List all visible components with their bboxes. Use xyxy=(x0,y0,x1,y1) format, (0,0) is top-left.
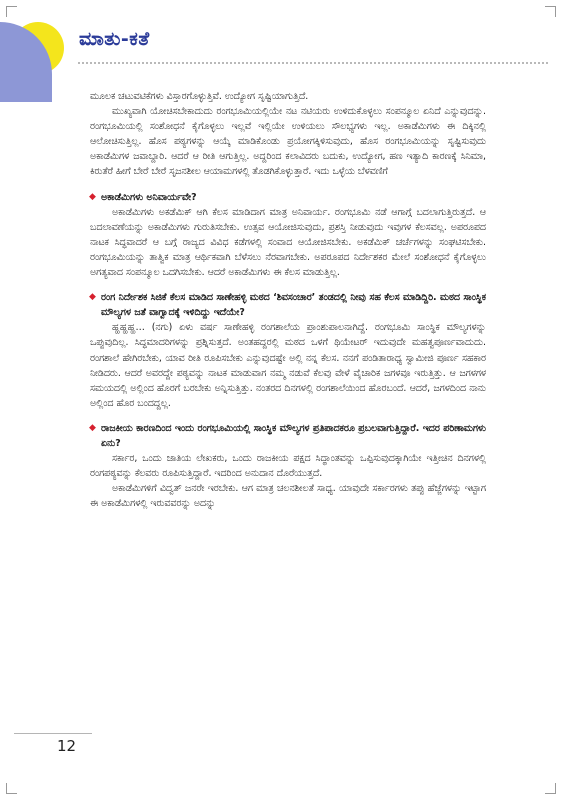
paragraph: ಹ್ಹಹ್ಹಹ್ಹ… (ನಗು) ಏಳು ವರ್ಷ ಸಾಣೇಹಳ್ಳಿ ರಂಗಶಾಲೆಯ ಪ್ರಾಂಶುಪಾಲನಾಗಿದ್ದೆ. ರಂಗಭೂಮಿ ಸಾಂಸ್ಥಿಕ ಮೌಲ್ಯಗಳನ್ನು ಒಪ್ಪುವುದಿಲ್ಲ. ಸಿದ್ಧಮಾದರಿಗಳನ್ನು ಪ್ರಶ್ನಿಸುತ್ತದೆ. ಅಂತಹದ್ದರಲ್ಲಿ ಮಠದ ಒಳಗೆ ಥಿಯೇಟರ್ ಇದುವುದೇ ಮಹತ್ವಪೂರ್ಣವಾದುದು. ರಂಗಶಾಲೆ ಹೇಗಿರಬೇಕು, ಯಾವ ರೀತಿ ರೂಪಿಸಬೇಕು ಎನ್ನುವುದಷ್ಟೇ ಅಲ್ಲಿ ನನ್ನ ಕೆಲಸ. ನನಗೆ ಪಂಡಿತಾರಾಧ್ಯ ಸ್ವಾಮೀಜಿ ಪೂರ್ಣ ಸಹಕಾರ ನೀಡಿದರು. ಆದರೆ ಅವರದ್ದೇ ಪಠ್ಯವನ್ನು ನಾಟಕ ಮಾಡುವಾಗ ನಮ್ಮ ನಡುವೆ ಕೆಲವು ವೇಳೆ ವೈಚಾರಿಕ ಜಗಳವೂ ಇರುತ್ತಿತ್ತು. ಆ ಜಗಳಗಳ ಸಮಯದಲ್ಲಿ ಅಲ್ಲಿಂದ ಹೊರಗೆ ಬರಬೇಕು ಅನ್ನಿಸುತ್ತಿತ್ತು. ನಂತರದ ದಿನಗಳಲ್ಲಿ ರಂಗಶಾಲೆಯಿಂದ ಹೊರಬಂದೆ. ಆದರೆ, ಜಗಳದಿಂದ ನಾನು ಅಲ್ಲಿಂದ ಹೊರ ಬಂದದ್ದಲ್ಲ. xyxy=(90,322,486,409)
question-text: ರಾಜಕೀಯ ಕಾರಣದಿಂದ ಇಂದು ರಂಗಭೂಮಿಯಲ್ಲಿ ಸಾಂಸ್ಥಿಕ ಮೌಲ್ಯಗಳ ಪ್ರತಿಪಾದಕರೂ ಪ್ರಬಲವಾಗುತ್ತಿದ್ದಾರೆ. ಇದರ ಪರಿಣಾಮಗಳು ಏನು? xyxy=(101,422,486,449)
question-heading xyxy=(90,290,486,320)
paragraph: ಮುಖ್ಯವಾಗಿ ಯೋಚಿಸಬೇಕಾದುದು ರಂಗಭೂಮಿಯಲ್ಲಿಯೇ ನಟ ನಟಿಯರು ಉಳಿದುಕೊಳ್ಳಲು ಸಂಪನ್ಮೂಲ ಏನಿದೆ ಎನ್ನುವುದನ್ನು. ರಂಗಭೂಮಿಯಲ್ಲಿ ಸಂಶೋಧನೆ ಕೈಗೊಳ್ಳಲು ಇಲ್ಲವೆ ಇಲ್ಲಿಯೇ ಉಳಿಯಲು ಸೌಲಭ್ಯಗಳು ಇಲ್ಲ. ಅಕಾಡೆಮಿಗಳು ಈ ದಿಕ್ಕಿನಲ್ಲಿ ಆಲೋಚಿಸುತ್ತಿಲ್ಲ. ಹೊಸ ಪಠ್ಯಗಳನ್ನು ಆಯ್ಕೆ ಮಾಡಿಕೊಂಡು ಪ್ರಯೋಗಕ್ಕಿಳಿಸುವುದು, ಹೊಸ ರಂಗಭೂಮಿಯನ್ನು ಸೃಷ್ಟಿಸುವುದು ಅಕಾಡೆಮಿಗಳ ಜವಾಬ್ದಾರಿ. ಆದರೆ ಆ ರೀತಿ ಆಗುತ್ತಿಲ್ಲ. ಅದ್ದರಿಂದ ಕಲಾವಿದರು ಬದುಕು, ಉದ್ಯೋಗ, ಹಣ ಇತ್ಯಾದಿ ಕಾರಣಕ್ಕೆ ಸಿನಿಮಾ, ಕಿರುತೆರೆ ಹೀಗೆ ಬೇರೆ ಬೇರೆ ಸೃಜನಶೀಲ ಆಯಾಮಗಳಲ್ಲಿ ತೊಡಗಿಕೊಳ್ಳುತ್ತಾರೆ. ಇದು ಒಳ್ಳೆಯ ಬೆಳವಣಿಗೆ xyxy=(90,106,486,178)
crop-mark-bottom-left xyxy=(6,783,17,794)
paragraph: ಅಕಾಡೆಮಿಗಳು ಅಕಡೆಮಿಕ್ ಆಗಿ ಕೆಲಸ ಮಾಡಿದಾಗ ಮಾತ್ರ ಅನಿವಾರ್ಯ. ರಂಗಭೂಮಿ ನಡೆ ಆಗಾಗ್ಗೆ ಬದಲಾಗುತ್ತಿರುತ್ತದೆ. ಆ ಬದಲಾವಣೆಯನ್ನು ಅಕಾಡೆಮಿಗಳು ಗುರುತಿಸಬೇಕು. ಉತ್ಸವ ಆಯೋಜಿಸುವುದು, ಪ್ರಶಸ್ತಿ ನೀಡುವುದು ಇವುಗಳ ಕೆಲಸವಲ್ಲ. ಅಪರೂಪದ ನಾಟಕ ಸಿದ್ಧವಾದರೆ ಆ ಬಗ್ಗೆ ರಾಜ್ಯದ ವಿವಿಧ ಕಡೆಗಳಲ್ಲಿ ಸಂವಾದ ಆಯೋಜಿಸಬೇಕು. ಅಕಡೆಮಿಕ್ ಚರ್ಚೆಗಳನ್ನು ಸಂಘಟಿಸಬೇಕು. ರಂಗಭೂಮಿಯನ್ನು ತಾತ್ವಿಕ ಮಾತ್ರ ಆರ್ಥಿಕವಾಗಿ ಬೆಳೆಸಲು ನೆರವಾಗಬೇಕು. ಅಪರೂಪದ ನಿರ್ದೇಶಕರ ಮೇಲೆ ಸಂಶೋಧನೆ ಕೈಗೊಳ್ಳಲು ಅಗತ್ಯವಾದ ಸಂಪನ್ಮೂಲ ಒದಗಿಸಬೇಕು. ಆದರೆ ಅಕಾಡೆಮಿಗಳು ಈ ಕೆಲಸ ಮಾಡುತ್ತಿಲ್ಲ. xyxy=(90,206,486,279)
section-title: ಮಾತು-ಕತೆ xyxy=(79,28,150,50)
footer-rule xyxy=(14,733,92,734)
red-diamond-bullet-icon: ◆ xyxy=(89,292,96,303)
header-circle-decoration xyxy=(0,0,90,120)
article-body xyxy=(90,89,486,511)
paragraph: ಮೂಲಕ ಚಟುವಟಿಕೆಗಳು ವಿಸ್ತಾರಗೊಳ್ಳುತ್ತಿವೆ. ಉದ್ಯೋಗ ಸೃಷ್ಟಿಯಾಗುತ್ತಿದೆ. xyxy=(90,91,309,102)
question-text: ರಂಗ ನಿರ್ದೇಶಕ ಸಿಜಿಕೆ ಕೆಲಸ ಮಾಡಿದ ಸಾಣೇಹಳ್ಳಿ ಮಠದ ‘ಶಿವಸಂಚಾರ’ ತಂಡದಲ್ಲಿ ನೀವು ಸಹ ಕೆಲಸ ಮಾಡಿದ್ದಿರಿ. ಮಠದ ಸಾಂಸ್ಥಿಕ ಮೌಲ್ಯಗಳ ಜತೆ ವಾಗ್ವಾದಕ್ಕೆ ಇಳಿದಿದ್ದು ಇದೆಯೇ? xyxy=(101,292,486,319)
header-dotted-rule xyxy=(78,62,548,64)
question-heading xyxy=(90,190,486,205)
question-text: ಅಕಾಡೆಮಿಗಳು ಅನಿವಾರ್ಯವೇ? xyxy=(101,191,197,203)
paragraph: ಅಕಾಡೆಮಿಗಳಿಗೆ ವಿದ್ವತ್ ಜನರೇ ಇರಬೇಕು. ಆಗ ಮಾತ್ರ ಚಲನಶೀಲತೆ ಸಾಧ್ಯ. ಯಾವುದೇ ಸರ್ಕಾರಗಳು ತಪ್ಪು ಹೆಜ್ಜೆಗಳನ್ನು ಇಟ್ಟಾಗ ಈ ಅಕಾಡೆಮಿಗಳಲ್ಲಿ ಇರುವವರನ್ನು ಅದನ್ನು xyxy=(90,483,486,510)
red-diamond-bullet-icon: ◆ xyxy=(89,191,96,202)
question-heading xyxy=(90,421,486,451)
red-diamond-bullet-icon: ◆ xyxy=(89,422,96,433)
page-number: 12 xyxy=(57,737,77,755)
crop-mark-top-right xyxy=(545,6,556,17)
crop-mark-bottom-right xyxy=(545,783,556,794)
paragraph: ಸರ್ಕಾರ, ಒಂದು ಜಾತಿಯ ಲೇಖಕರು, ಒಂದು ರಾಜಕೀಯ ಪಕ್ಷದ ಸಿದ್ಧಾಂತವನ್ನು ಒಪ್ಪಿಸುವುದಕ್ಕಾಗಿಯೇ ಇತ್ತೀಚಿನ ದಿನಗಳಲ್ಲಿ ರಂಗಪಠ್ಯವನ್ನು ಕೆಲವರು ರೂಪಿಸುತ್ತಿದ್ದಾರೆ. ಇದರಿಂದ ಅನುದಾನ ದೊರೆಯುತ್ತದೆ. xyxy=(90,453,486,480)
